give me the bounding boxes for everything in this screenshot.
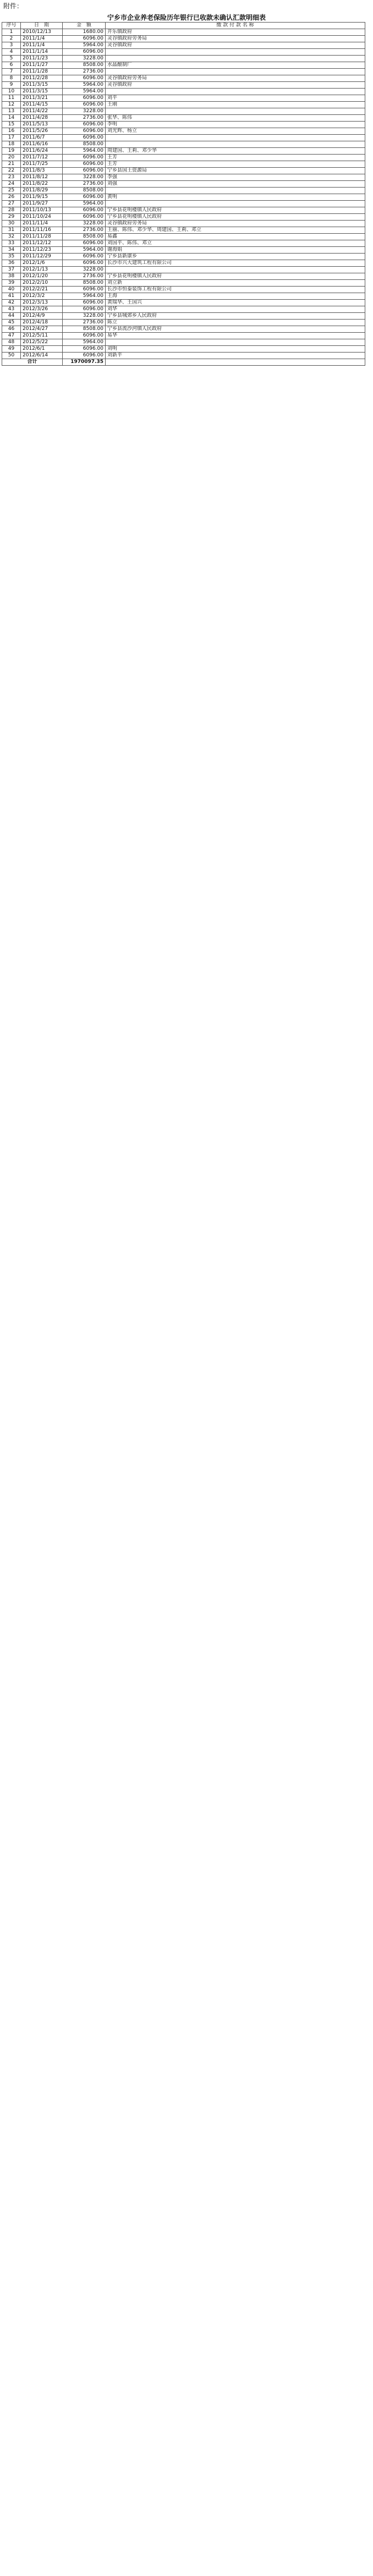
row-payer-name: 王刚 (106, 102, 365, 108)
row-payer-name: 长沙市兴大建筑工程有限公司 (106, 260, 365, 267)
header-row (2, 23, 365, 29)
table-row (2, 135, 365, 141)
row-amount: 6096.00 (63, 36, 106, 42)
row-date: 2011/6/7 (21, 135, 63, 141)
row-number: 17 (2, 135, 21, 141)
ledger-body (2, 29, 365, 366)
row-payer-name: 王芳 (106, 161, 365, 168)
row-amount: 6096.00 (63, 300, 106, 306)
row-amount: 5964.00 (63, 82, 106, 89)
row-date: 2011/11/16 (21, 227, 63, 234)
row-payer-name: 刘明 (106, 346, 365, 353)
row-amount: 6096.00 (63, 135, 106, 141)
table-row (2, 82, 365, 89)
row-number: 44 (2, 313, 21, 320)
row-number: 11 (2, 95, 21, 102)
row-number: 21 (2, 161, 21, 168)
row-amount: 3228.00 (63, 56, 106, 62)
table-row (2, 75, 365, 82)
table-row (2, 260, 365, 267)
row-number: 24 (2, 181, 21, 188)
row-number: 19 (2, 148, 21, 155)
table-row (2, 194, 365, 201)
row-date: 2011/2/28 (21, 75, 63, 82)
col-header-amount: 金 额 (63, 23, 106, 29)
row-date: 2011/11/28 (21, 234, 63, 240)
row-payer-name: 谢海娟 (106, 247, 365, 254)
row-number: 33 (2, 240, 21, 247)
table-row (2, 207, 365, 214)
row-number: 40 (2, 287, 21, 293)
col-header-name: 缴 款 付 款 名 称 (106, 23, 365, 29)
row-payer-name: 刘立新 (106, 280, 365, 287)
row-payer-name: 刘新平 (106, 353, 365, 359)
row-payer-name: 刘强 (106, 181, 365, 188)
row-payer-name: 宁乡县花明楼镇人民政府 (106, 214, 365, 221)
row-payer-name: 易华 (106, 333, 365, 339)
row-payer-name: 王海 (106, 293, 365, 300)
row-date: 2011/1/28 (21, 69, 63, 75)
row-amount: 6096.00 (63, 353, 106, 359)
row-amount: 5964.00 (63, 247, 106, 254)
row-payer-name: 王芳 (106, 155, 365, 161)
row-payer-name: 刘国平、陈伟、邓立 (106, 240, 365, 247)
table-row (2, 273, 365, 280)
row-date: 2012/1/13 (21, 267, 63, 273)
row-payer-name: 刘光辉、杨立 (106, 128, 365, 135)
table-row (2, 168, 365, 174)
table-row (2, 346, 365, 353)
row-payer-name (106, 339, 365, 346)
row-amount: 2736.00 (63, 227, 106, 234)
row-date: 2011/7/25 (21, 161, 63, 168)
row-amount: 6096.00 (63, 155, 106, 161)
row-amount: 5964.00 (63, 293, 106, 300)
row-number: 2 (2, 36, 21, 42)
row-number: 31 (2, 227, 21, 234)
row-payer-name: 李明 (106, 122, 365, 128)
total-blank-cell (106, 359, 365, 366)
row-number: 13 (2, 108, 21, 115)
page-title: 宁乡市企业养老保险历年银行已收款未确认汇款明细表 (107, 14, 266, 21)
row-payer-name (106, 108, 365, 115)
row-date: 2011/1/4 (21, 42, 63, 49)
row-amount: 6096.00 (63, 49, 106, 56)
table-row (2, 102, 365, 108)
table-row (2, 188, 365, 194)
row-date: 2011/8/22 (21, 181, 63, 188)
row-number: 4 (2, 49, 21, 56)
row-date: 2011/11/4 (21, 221, 63, 227)
row-number: 42 (2, 300, 21, 306)
table-row (2, 254, 365, 260)
row-amount: 6096.00 (63, 260, 106, 267)
table-row (2, 313, 365, 320)
row-amount: 5964.00 (63, 148, 106, 155)
row-date: 2011/6/24 (21, 148, 63, 155)
row-number: 5 (2, 56, 21, 62)
table-row (2, 339, 365, 346)
table-row (2, 326, 365, 333)
table-row (2, 49, 365, 56)
table-row (2, 155, 365, 161)
table-row (2, 247, 365, 254)
row-date: 2012/4/9 (21, 313, 63, 320)
row-number: 46 (2, 326, 21, 333)
row-payer-name (106, 188, 365, 194)
row-date: 2012/2/21 (21, 287, 63, 293)
row-amount: 5964.00 (63, 89, 106, 95)
row-number: 25 (2, 188, 21, 194)
table-row (2, 174, 365, 181)
row-payer-name (106, 56, 365, 62)
row-date: 2012/6/1 (21, 346, 63, 353)
row-amount: 8508.00 (63, 280, 106, 287)
row-payer-name: 长沙市恒泰装饰工程有限公司 (106, 287, 365, 293)
row-date: 2011/12/12 (21, 240, 63, 247)
row-date: 2012/4/18 (21, 320, 63, 326)
row-amount: 6096.00 (63, 75, 106, 82)
row-date: 2011/4/28 (21, 115, 63, 122)
row-date: 2012/1/6 (21, 260, 63, 267)
row-date: 2012/6/14 (21, 353, 63, 359)
row-date: 2012/5/22 (21, 339, 63, 346)
table-row (2, 227, 365, 234)
row-payer-name: 宁乡县新康乡 (106, 254, 365, 260)
table-row (2, 320, 365, 326)
row-amount: 3228.00 (63, 267, 106, 273)
row-amount: 3228.00 (63, 108, 106, 115)
table-row (2, 36, 365, 42)
table-row (2, 234, 365, 240)
row-date: 2011/10/24 (21, 214, 63, 221)
row-amount: 6096.00 (63, 161, 106, 168)
table-row (2, 240, 365, 247)
row-number: 50 (2, 353, 21, 359)
table-row (2, 62, 365, 69)
table-row (2, 141, 365, 148)
table-row (2, 181, 365, 188)
row-number: 45 (2, 320, 21, 326)
row-number: 29 (2, 214, 21, 221)
row-date: 2011/1/23 (21, 56, 63, 62)
row-date: 2011/3/15 (21, 89, 63, 95)
row-payer-name: 黄瑞华、王国兴 (106, 300, 365, 306)
table-row (2, 108, 365, 115)
row-date: 2011/12/29 (21, 254, 63, 260)
row-number: 39 (2, 280, 21, 287)
row-payer-name: 周建国、王莉、邓少华 (106, 148, 365, 155)
row-date: 2011/10/13 (21, 207, 63, 214)
total-row (2, 359, 365, 366)
row-number: 3 (2, 42, 21, 49)
row-number: 34 (2, 247, 21, 254)
row-amount: 6096.00 (63, 346, 106, 353)
row-amount: 2736.00 (63, 273, 106, 280)
row-date: 2011/9/27 (21, 201, 63, 207)
row-payer-name: 王丽、陈伟、邓少华、周建国、王莉、邓立 (106, 227, 365, 234)
row-amount: 5964.00 (63, 339, 106, 346)
row-date: 2012/3/26 (21, 306, 63, 313)
table-row (2, 89, 365, 95)
row-payer-name (106, 141, 365, 148)
row-number: 41 (2, 293, 21, 300)
table-row (2, 201, 365, 207)
row-date: 2011/1/14 (21, 49, 63, 56)
row-amount: 3228.00 (63, 174, 106, 181)
row-payer-name: 开乐镇政府 (106, 29, 365, 36)
row-payer-name: 水晶酿制厂 (106, 62, 365, 69)
row-date: 2011/5/13 (21, 122, 63, 128)
row-amount: 2736.00 (63, 115, 106, 122)
row-payer-name: 灵谷镇政府劳务局 (106, 75, 365, 82)
row-number: 6 (2, 62, 21, 69)
row-amount: 6096.00 (63, 207, 106, 214)
row-payer-name: 宁乡县花明楼镇人民政府 (106, 207, 365, 214)
row-number: 49 (2, 346, 21, 353)
row-amount: 6096.00 (63, 122, 106, 128)
row-date: 2011/8/3 (21, 168, 63, 174)
col-header-date: 日 期 (21, 23, 63, 29)
row-payer-name: 灵谷镇政府 (106, 82, 365, 89)
row-number: 38 (2, 273, 21, 280)
row-amount: 2736.00 (63, 69, 106, 75)
row-payer-name (106, 69, 365, 75)
row-date: 2012/1/20 (21, 273, 63, 280)
row-payer-name: 宁乡县城郊乡人民政府 (106, 313, 365, 320)
table-row (2, 122, 365, 128)
table-row (2, 267, 365, 273)
row-date: 2011/6/16 (21, 141, 63, 148)
row-date: 2011/4/22 (21, 108, 63, 115)
attachment-label: 附件： (3, 2, 24, 10)
row-payer-name: 刘平 (106, 95, 365, 102)
row-number: 1 (2, 29, 21, 36)
table-row (2, 115, 365, 122)
row-amount: 3228.00 (63, 221, 106, 227)
row-number: 10 (2, 89, 21, 95)
row-amount: 6096.00 (63, 287, 106, 293)
row-payer-name: 黄明 (106, 194, 365, 201)
row-number: 12 (2, 102, 21, 108)
table-row (2, 148, 365, 155)
row-payer-name: 宁乡县国土资源局 (106, 168, 365, 174)
row-number: 32 (2, 234, 21, 240)
row-number: 28 (2, 207, 21, 214)
row-amount: 8508.00 (63, 234, 106, 240)
row-amount: 6096.00 (63, 306, 106, 313)
col-header-no: 序号 (2, 23, 21, 29)
row-amount: 6096.00 (63, 102, 106, 108)
row-date: 2010/12/13 (21, 29, 63, 36)
row-number: 36 (2, 260, 21, 267)
table-row (2, 333, 365, 339)
row-amount: 2736.00 (63, 181, 106, 188)
row-number: 9 (2, 82, 21, 89)
row-number: 47 (2, 333, 21, 339)
ledger-table (2, 22, 365, 366)
row-payer-name: 灵谷镇政府劳务局 (106, 221, 365, 227)
row-amount: 8508.00 (63, 188, 106, 194)
row-number: 30 (2, 221, 21, 227)
row-date: 2011/3/15 (21, 82, 63, 89)
row-date: 2011/4/15 (21, 102, 63, 108)
table-row (2, 287, 365, 293)
row-date: 2011/8/12 (21, 174, 63, 181)
row-date: 2011/1/27 (21, 62, 63, 69)
row-number: 26 (2, 194, 21, 201)
row-date: 2012/2/10 (21, 280, 63, 287)
row-date: 2012/3/2 (21, 293, 63, 300)
row-number: 23 (2, 174, 21, 181)
row-date: 2011/1/4 (21, 36, 63, 42)
row-number: 8 (2, 75, 21, 82)
row-amount: 8508.00 (63, 326, 106, 333)
total-amount: 1970097.35 (63, 359, 106, 366)
row-payer-name (106, 267, 365, 273)
row-payer-name: 灵谷镇政府 (106, 42, 365, 49)
row-payer-name (106, 201, 365, 207)
table-row (2, 306, 365, 313)
row-number: 14 (2, 115, 21, 122)
table-row (2, 293, 365, 300)
row-amount: 5964.00 (63, 42, 106, 49)
table-row (2, 29, 365, 36)
table-row (2, 42, 365, 49)
row-payer-name (106, 135, 365, 141)
row-amount: 2736.00 (63, 320, 106, 326)
table-row (2, 128, 365, 135)
row-date: 2012/5/11 (21, 333, 63, 339)
table-row (2, 56, 365, 62)
row-date: 2011/5/26 (21, 128, 63, 135)
row-date: 2012/4/27 (21, 326, 63, 333)
row-date: 2011/12/23 (21, 247, 63, 254)
table-row (2, 280, 365, 287)
row-payer-name: 宁乡县流沙河镇人民政府 (106, 326, 365, 333)
table-row (2, 353, 365, 359)
row-date: 2011/7/12 (21, 155, 63, 161)
row-amount: 6096.00 (63, 240, 106, 247)
row-date: 2011/8/29 (21, 188, 63, 194)
row-number: 16 (2, 128, 21, 135)
table-row (2, 69, 365, 75)
row-payer-name: 宁乡县花明楼镇人民政府 (106, 273, 365, 280)
row-payer-name: 张华、陈伟 (106, 115, 365, 122)
row-payer-name (106, 49, 365, 56)
row-amount: 6096.00 (63, 194, 106, 201)
row-amount: 6096.00 (63, 168, 106, 174)
row-number: 20 (2, 155, 21, 161)
row-amount: 8508.00 (63, 62, 106, 69)
row-date: 2011/3/21 (21, 95, 63, 102)
row-amount: 5964.00 (63, 201, 106, 207)
row-payer-name: 刘华 (106, 306, 365, 313)
row-payer-name (106, 89, 365, 95)
row-amount: 6096.00 (63, 333, 106, 339)
row-number: 22 (2, 168, 21, 174)
row-amount: 1680.00 (63, 29, 106, 36)
row-number: 15 (2, 122, 21, 128)
table-row (2, 300, 365, 306)
row-amount: 6096.00 (63, 128, 106, 135)
row-amount: 6096.00 (63, 254, 106, 260)
row-number: 43 (2, 306, 21, 313)
row-number: 27 (2, 201, 21, 207)
row-amount: 8508.00 (63, 141, 106, 148)
total-label: 合计 (2, 359, 63, 366)
row-number: 35 (2, 254, 21, 260)
table-row (2, 221, 365, 227)
row-number: 7 (2, 69, 21, 75)
row-number: 48 (2, 339, 21, 346)
row-amount: 6096.00 (63, 95, 106, 102)
table-row (2, 161, 365, 168)
row-payer-name: 李强 (106, 174, 365, 181)
row-amount: 6096.00 (63, 214, 106, 221)
row-payer-name: 陈立 (106, 320, 365, 326)
table-row (2, 95, 365, 102)
row-amount: 3228.00 (63, 313, 106, 320)
row-date: 2012/3/13 (21, 300, 63, 306)
table-row (2, 214, 365, 221)
row-number: 37 (2, 267, 21, 273)
row-payer-name: 易鑫 (106, 234, 365, 240)
row-payer-name: 灵谷镇政府劳务局 (106, 36, 365, 42)
row-date: 2011/9/15 (21, 194, 63, 201)
row-number: 18 (2, 141, 21, 148)
